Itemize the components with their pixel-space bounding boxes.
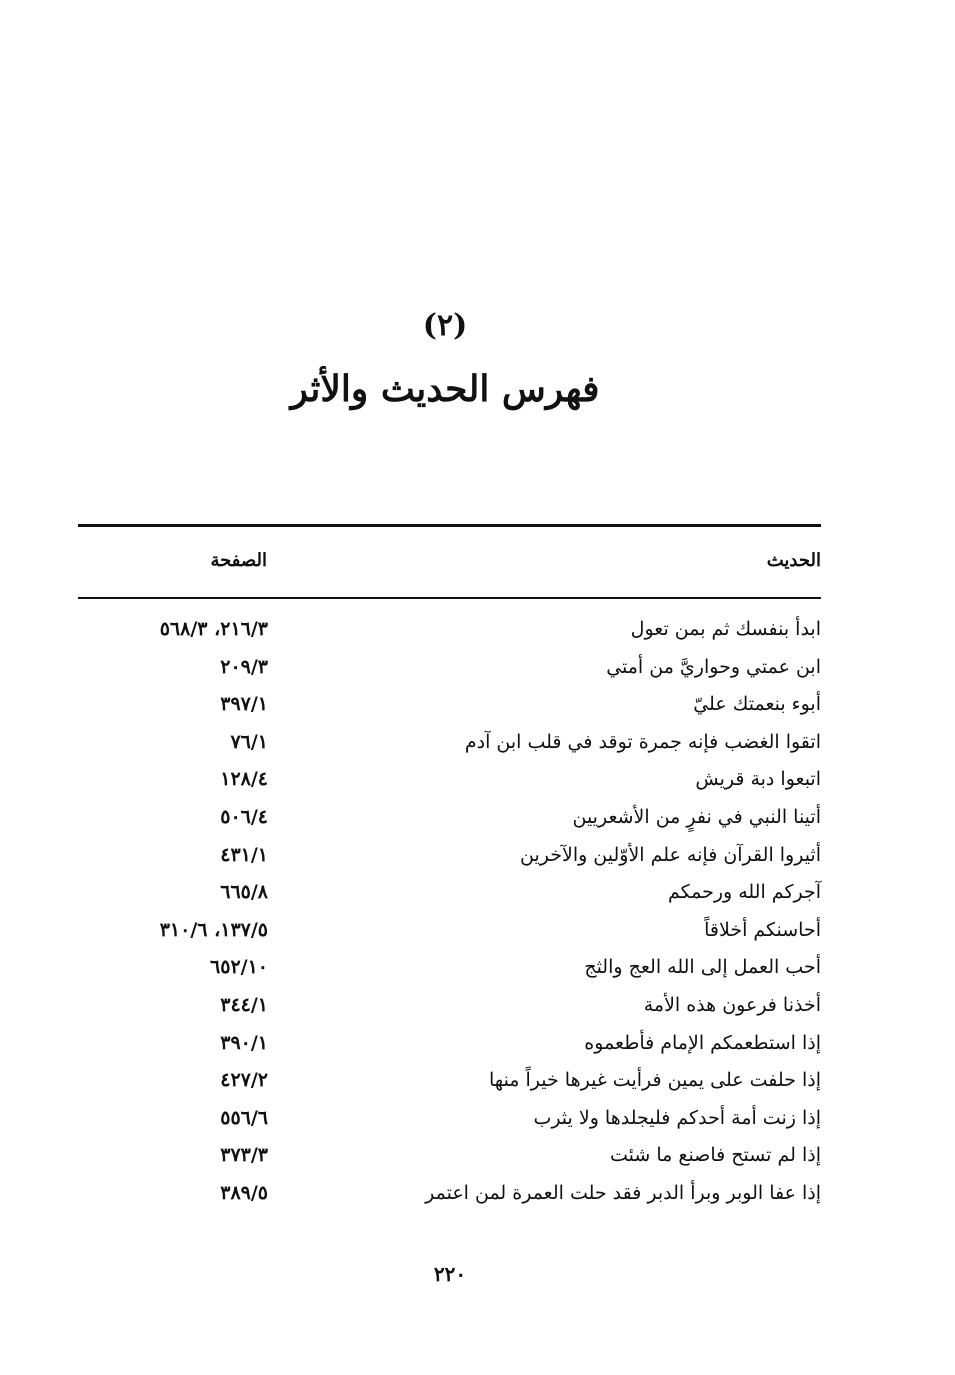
page-reference: ٢١٦/٣، ٥٦٨/٣: [159, 618, 268, 640]
column-header-page: الصفحة: [210, 550, 267, 571]
index-entry: [78, 766, 821, 804]
index-entry: [78, 1180, 821, 1218]
column-header-hadith: الحديث: [766, 550, 821, 571]
hadith-text: إذا عفا الوبر وبرأ الدبر فقد حلت العمرة لمن اعتمر: [425, 1181, 821, 1204]
hadith-text: اتبعوا دبة قريش: [695, 768, 821, 791]
page-reference: ٦٦٥/٨: [220, 881, 268, 904]
index-entry: [78, 842, 821, 880]
page-reference: ٣٩٧/١: [220, 693, 268, 716]
section-title: فهرس الحديث والأثر: [290, 368, 600, 410]
hadith-text: أحب العمل إلى الله العج والثج: [584, 956, 821, 979]
index-entry: [78, 992, 821, 1030]
page-number: ٢٢٠: [433, 1262, 467, 1286]
page-reference: ٣٧٣/٣: [220, 1144, 268, 1167]
page-reference: ١٢٨/٤: [220, 768, 268, 791]
top-rule: [78, 524, 821, 527]
index-entry: [78, 804, 821, 842]
index-entry: [78, 654, 821, 692]
index-entry: [78, 691, 821, 729]
hadith-text: آجركم الله ورحمكم: [667, 881, 821, 904]
hadith-text: أتينا النبي في نفرٍ من الأشعريين: [572, 805, 821, 828]
hadith-text: إذا حلفت على يمين فرأيت غيرها خيراً منها: [489, 1069, 821, 1092]
index-entry: [78, 954, 821, 992]
page-reference: ٣٨٩/٥: [220, 1181, 268, 1204]
index-entry: [78, 879, 821, 917]
index-entry: [78, 1142, 821, 1180]
hadith-text: أخذنا فرعون هذه الأمة: [643, 993, 821, 1016]
index-entry: [78, 729, 821, 767]
page-reference: ٣٤٤/١: [220, 993, 268, 1016]
header-rule: [78, 597, 821, 599]
page-reference: ٥٥٦/٦: [220, 1106, 268, 1129]
page-reference: ٤٢٧/٢: [220, 1069, 268, 1092]
index-entry: [78, 616, 821, 654]
page-reference: ٣٩٠/١: [220, 1031, 268, 1054]
page-reference: ٥٠٦/٤: [220, 805, 268, 828]
hadith-text: أحاسنكم أخلاقاً: [704, 918, 821, 941]
index-list: [78, 616, 821, 1218]
page-reference: ٢٠٩/٣: [220, 655, 268, 678]
index-entry: [78, 1105, 821, 1143]
index-entry: [78, 1030, 821, 1068]
section-number: (٢): [422, 308, 468, 343]
index-entry: [78, 917, 821, 955]
hadith-text: إذا استطعمكم الإمام فأطعموه: [584, 1031, 821, 1054]
page-reference: ١٣٧/٥، ٣١٠/٦: [159, 918, 268, 941]
hadith-text: أبوء بنعمتك عليّ: [693, 693, 821, 716]
page-reference: ٦٥٢/١٠: [210, 956, 268, 979]
hadith-text: أثيروا القرآن فإنه علم الأوّلين والآخرين: [520, 843, 821, 866]
hadith-text: اتقوا الغضب فإنه جمرة توقد في قلب ابن آدم: [464, 730, 821, 753]
page-reference: ٤٣١/١: [220, 843, 268, 866]
hadith-text: ابدأ بنفسك ثم بمن تعول: [630, 618, 821, 640]
page-reference: ٧٦/١: [230, 730, 268, 753]
index-entry: [78, 1067, 821, 1105]
hadith-text: إذا لم تستح فاصنع ما شئت: [609, 1144, 821, 1167]
hadith-text: إذا زنت أمة أحدكم فليجلدها ولا يثرب: [533, 1106, 821, 1129]
hadith-text: ابن عمتي وحواريَّ من أمتي: [606, 655, 821, 678]
